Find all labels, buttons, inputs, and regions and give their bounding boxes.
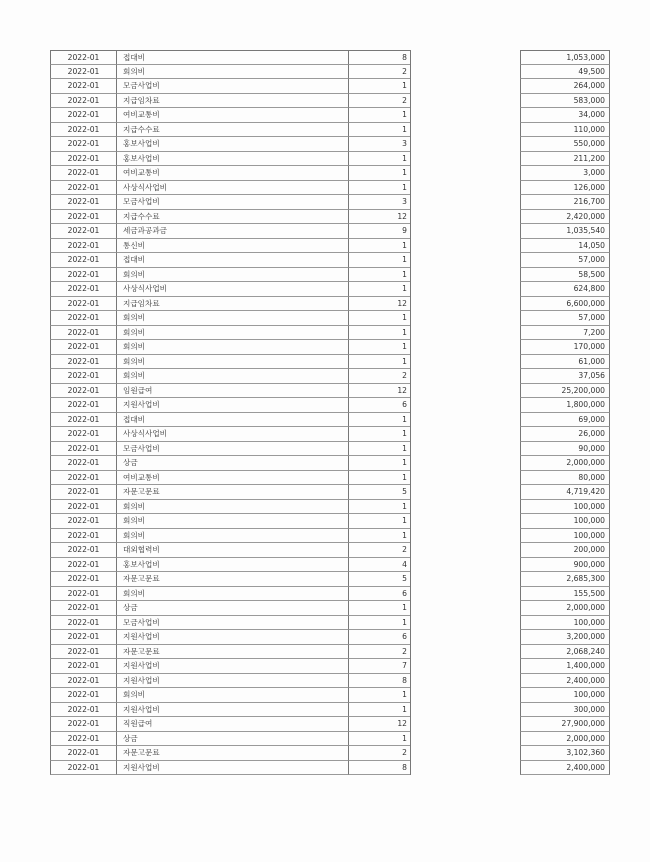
column-divider bbox=[410, 645, 411, 660]
amount-cell: 57,000 bbox=[520, 253, 610, 268]
account-item-cell: 회의비 bbox=[117, 355, 349, 370]
amount-cell: 57,000 bbox=[520, 311, 610, 326]
account-item-cell: 접대비 bbox=[117, 413, 349, 428]
account-item-cell: 모금사업비 bbox=[117, 616, 349, 631]
account-item-cell: 회의비 bbox=[117, 514, 349, 529]
count-cell: 1 bbox=[349, 326, 411, 341]
date-cell: 2022-01 bbox=[50, 50, 117, 65]
date-cell: 2022-01 bbox=[50, 703, 117, 718]
count-cell: 6 bbox=[349, 587, 411, 602]
column-divider bbox=[410, 616, 411, 631]
amount-cell: 58,500 bbox=[520, 268, 610, 283]
amount-cell: 80,000 bbox=[520, 471, 610, 486]
account-item-cell: 지원사업비 bbox=[117, 761, 349, 776]
column-divider bbox=[410, 137, 411, 152]
column-divider bbox=[410, 326, 411, 341]
account-item-cell: 모금사업비 bbox=[117, 79, 349, 94]
date-cell: 2022-01 bbox=[50, 761, 117, 776]
date-cell: 2022-01 bbox=[50, 181, 117, 196]
count-cell: 8 bbox=[349, 761, 411, 776]
date-cell: 2022-01 bbox=[50, 340, 117, 355]
count-cell: 1 bbox=[349, 732, 411, 747]
amount-cell: 2,000,000 bbox=[520, 456, 610, 471]
count-cell: 1 bbox=[349, 471, 411, 486]
column-divider bbox=[410, 384, 411, 399]
date-cell: 2022-01 bbox=[50, 282, 117, 297]
date-cell: 2022-01 bbox=[50, 659, 117, 674]
account-item-cell: 사상식사업비 bbox=[117, 181, 349, 196]
count-cell: 7 bbox=[349, 659, 411, 674]
account-item-cell: 회의비 bbox=[117, 311, 349, 326]
account-item-cell: 자문고문료 bbox=[117, 572, 349, 587]
date-cell: 2022-01 bbox=[50, 587, 117, 602]
amount-cell: 2,400,000 bbox=[520, 674, 610, 689]
amount-cell: 155,500 bbox=[520, 587, 610, 602]
amount-cell: 7,200 bbox=[520, 326, 610, 341]
date-cell: 2022-01 bbox=[50, 326, 117, 341]
column-divider bbox=[410, 311, 411, 326]
amount-cell: 100,000 bbox=[520, 529, 610, 544]
count-cell: 1 bbox=[349, 152, 411, 167]
count-cell: 1 bbox=[349, 427, 411, 442]
amount-cell: 100,000 bbox=[520, 688, 610, 703]
account-item-cell: 모금사업비 bbox=[117, 195, 349, 210]
date-cell: 2022-01 bbox=[50, 645, 117, 660]
date-cell: 2022-01 bbox=[50, 108, 117, 123]
amount-cell: 25,200,000 bbox=[520, 384, 610, 399]
count-cell: 5 bbox=[349, 572, 411, 587]
amount-cell: 2,400,000 bbox=[520, 761, 610, 776]
date-cell: 2022-01 bbox=[50, 732, 117, 747]
column-divider bbox=[410, 500, 411, 515]
column-divider bbox=[410, 268, 411, 283]
count-cell: 1 bbox=[349, 253, 411, 268]
amount-cell: 6,600,000 bbox=[520, 297, 610, 312]
date-cell: 2022-01 bbox=[50, 413, 117, 428]
count-cell: 6 bbox=[349, 398, 411, 413]
count-cell: 1 bbox=[349, 529, 411, 544]
amount-cell: 264,000 bbox=[520, 79, 610, 94]
count-cell: 2 bbox=[349, 543, 411, 558]
column-divider bbox=[410, 601, 411, 616]
column-divider bbox=[410, 108, 411, 123]
column-divider bbox=[410, 181, 411, 196]
account-item-cell: 지원사업비 bbox=[117, 630, 349, 645]
date-cell: 2022-01 bbox=[50, 268, 117, 283]
column-divider bbox=[410, 79, 411, 94]
account-item-cell: 홍보사업비 bbox=[117, 152, 349, 167]
date-cell: 2022-01 bbox=[50, 297, 117, 312]
count-cell: 1 bbox=[349, 123, 411, 138]
count-cell: 1 bbox=[349, 79, 411, 94]
account-item-cell: 상금 bbox=[117, 601, 349, 616]
account-item-cell: 모금사업비 bbox=[117, 442, 349, 457]
account-item-cell: 회의비 bbox=[117, 688, 349, 703]
account-item-cell: 지원사업비 bbox=[117, 659, 349, 674]
count-cell: 8 bbox=[349, 674, 411, 689]
column-divider bbox=[410, 514, 411, 529]
amount-cell: 100,000 bbox=[520, 616, 610, 631]
date-cell: 2022-01 bbox=[50, 253, 117, 268]
amount-cell: 216,700 bbox=[520, 195, 610, 210]
column-divider bbox=[410, 297, 411, 312]
account-item-cell: 지원사업비 bbox=[117, 398, 349, 413]
account-item-cell: 상금 bbox=[117, 732, 349, 747]
count-cell: 4 bbox=[349, 558, 411, 573]
account-item-cell: 접대비 bbox=[117, 50, 349, 65]
account-item-cell: 사상식사업비 bbox=[117, 427, 349, 442]
date-cell: 2022-01 bbox=[50, 311, 117, 326]
count-cell: 1 bbox=[349, 268, 411, 283]
date-cell: 2022-01 bbox=[50, 224, 117, 239]
amount-cell: 3,102,360 bbox=[520, 746, 610, 761]
count-cell: 1 bbox=[349, 340, 411, 355]
account-item-cell: 홍보사업비 bbox=[117, 558, 349, 573]
amount-cell: 2,000,000 bbox=[520, 601, 610, 616]
account-item-cell: 대외협력비 bbox=[117, 543, 349, 558]
column-divider bbox=[410, 253, 411, 268]
count-cell: 1 bbox=[349, 413, 411, 428]
date-cell: 2022-01 bbox=[50, 514, 117, 529]
column-divider bbox=[410, 355, 411, 370]
column-divider bbox=[410, 471, 411, 486]
column-divider bbox=[410, 282, 411, 297]
column-divider bbox=[410, 674, 411, 689]
column-divider bbox=[410, 210, 411, 225]
date-cell: 2022-01 bbox=[50, 543, 117, 558]
column-divider bbox=[410, 224, 411, 239]
column-divider bbox=[410, 442, 411, 457]
column-divider bbox=[410, 152, 411, 167]
date-cell: 2022-01 bbox=[50, 427, 117, 442]
date-cell: 2022-01 bbox=[50, 688, 117, 703]
account-item-cell: 사상식사업비 bbox=[117, 282, 349, 297]
amount-cell: 1,800,000 bbox=[520, 398, 610, 413]
account-item-cell: 회의비 bbox=[117, 65, 349, 80]
count-cell: 1 bbox=[349, 601, 411, 616]
column-divider bbox=[410, 543, 411, 558]
count-cell: 3 bbox=[349, 195, 411, 210]
amount-cell: 1,035,540 bbox=[520, 224, 610, 239]
column-divider bbox=[410, 572, 411, 587]
amount-cell: 4,719,420 bbox=[520, 485, 610, 500]
column-divider bbox=[410, 123, 411, 138]
count-cell: 2 bbox=[349, 369, 411, 384]
account-item-cell: 회의비 bbox=[117, 369, 349, 384]
amount-cell: 583,000 bbox=[520, 94, 610, 109]
column-divider bbox=[410, 630, 411, 645]
date-cell: 2022-01 bbox=[50, 601, 117, 616]
count-cell: 1 bbox=[349, 500, 411, 515]
column-divider bbox=[410, 413, 411, 428]
count-cell: 8 bbox=[349, 50, 411, 65]
column-divider bbox=[410, 65, 411, 80]
date-cell: 2022-01 bbox=[50, 471, 117, 486]
amount-cell: 69,000 bbox=[520, 413, 610, 428]
amount-cell: 61,000 bbox=[520, 355, 610, 370]
amount-cell: 26,000 bbox=[520, 427, 610, 442]
count-cell: 2 bbox=[349, 65, 411, 80]
date-cell: 2022-01 bbox=[50, 572, 117, 587]
account-item-cell: 지급임차료 bbox=[117, 297, 349, 312]
count-cell: 1 bbox=[349, 688, 411, 703]
amount-cell: 2,000,000 bbox=[520, 732, 610, 747]
amount-cell: 1,400,000 bbox=[520, 659, 610, 674]
account-item-cell: 지원사업비 bbox=[117, 674, 349, 689]
date-cell: 2022-01 bbox=[50, 123, 117, 138]
account-item-cell: 회의비 bbox=[117, 268, 349, 283]
amount-cell: 3,200,000 bbox=[520, 630, 610, 645]
column-divider bbox=[410, 94, 411, 109]
count-cell: 1 bbox=[349, 355, 411, 370]
amount-cell: 1,053,000 bbox=[520, 50, 610, 65]
count-cell: 12 bbox=[349, 717, 411, 732]
date-cell: 2022-01 bbox=[50, 137, 117, 152]
date-cell: 2022-01 bbox=[50, 746, 117, 761]
account-item-cell: 회의비 bbox=[117, 326, 349, 341]
amount-cell: 200,000 bbox=[520, 543, 610, 558]
account-item-cell: 여비교통비 bbox=[117, 166, 349, 181]
column-divider bbox=[410, 50, 411, 65]
date-cell: 2022-01 bbox=[50, 500, 117, 515]
count-cell: 1 bbox=[349, 239, 411, 254]
count-cell: 1 bbox=[349, 311, 411, 326]
column-divider bbox=[410, 166, 411, 181]
count-cell: 1 bbox=[349, 442, 411, 457]
count-cell: 9 bbox=[349, 224, 411, 239]
column-divider bbox=[410, 195, 411, 210]
count-cell: 1 bbox=[349, 166, 411, 181]
date-cell: 2022-01 bbox=[50, 485, 117, 500]
date-cell: 2022-01 bbox=[50, 616, 117, 631]
amount-cell: 49,500 bbox=[520, 65, 610, 80]
date-cell: 2022-01 bbox=[50, 442, 117, 457]
account-item-cell: 지급임차료 bbox=[117, 94, 349, 109]
date-cell: 2022-01 bbox=[50, 529, 117, 544]
date-cell: 2022-01 bbox=[50, 239, 117, 254]
date-cell: 2022-01 bbox=[50, 630, 117, 645]
amount-cell: 2,420,000 bbox=[520, 210, 610, 225]
amount-cell: 624,800 bbox=[520, 282, 610, 297]
date-cell: 2022-01 bbox=[50, 558, 117, 573]
amount-cell: 170,000 bbox=[520, 340, 610, 355]
amount-cell: 27,900,000 bbox=[520, 717, 610, 732]
account-item-cell: 지급수수료 bbox=[117, 123, 349, 138]
amount-cell: 3,000 bbox=[520, 166, 610, 181]
column-divider bbox=[410, 732, 411, 747]
count-cell: 12 bbox=[349, 210, 411, 225]
account-item-cell: 접대비 bbox=[117, 253, 349, 268]
count-cell: 2 bbox=[349, 746, 411, 761]
amount-cell: 14,050 bbox=[520, 239, 610, 254]
date-cell: 2022-01 bbox=[50, 674, 117, 689]
account-item-cell: 자문고문료 bbox=[117, 645, 349, 660]
column-divider bbox=[410, 485, 411, 500]
column-divider bbox=[410, 369, 411, 384]
count-cell: 12 bbox=[349, 297, 411, 312]
count-cell: 1 bbox=[349, 616, 411, 631]
account-item-cell: 지원사업비 bbox=[117, 703, 349, 718]
amount-cell: 550,000 bbox=[520, 137, 610, 152]
column-divider bbox=[410, 239, 411, 254]
count-cell: 1 bbox=[349, 108, 411, 123]
amount-cell: 2,068,240 bbox=[520, 645, 610, 660]
amount-cell: 126,000 bbox=[520, 181, 610, 196]
column-divider bbox=[410, 587, 411, 602]
account-item-cell: 자문고문료 bbox=[117, 485, 349, 500]
column-divider bbox=[410, 340, 411, 355]
count-cell: 3 bbox=[349, 137, 411, 152]
account-item-cell: 회의비 bbox=[117, 587, 349, 602]
date-cell: 2022-01 bbox=[50, 166, 117, 181]
date-cell: 2022-01 bbox=[50, 456, 117, 471]
amount-cell: 110,000 bbox=[520, 123, 610, 138]
date-cell: 2022-01 bbox=[50, 65, 117, 80]
column-divider bbox=[410, 456, 411, 471]
date-cell: 2022-01 bbox=[50, 79, 117, 94]
account-item-cell: 지급수수료 bbox=[117, 210, 349, 225]
column-divider bbox=[410, 703, 411, 718]
amount-cell: 211,200 bbox=[520, 152, 610, 167]
column-divider bbox=[410, 746, 411, 761]
account-item-cell: 자문고문료 bbox=[117, 746, 349, 761]
amount-cell: 100,000 bbox=[520, 500, 610, 515]
amount-cell: 34,000 bbox=[520, 108, 610, 123]
amount-cell: 900,000 bbox=[520, 558, 610, 573]
date-cell: 2022-01 bbox=[50, 384, 117, 399]
account-item-cell: 직원급여 bbox=[117, 717, 349, 732]
account-item-cell: 홍보사업비 bbox=[117, 137, 349, 152]
count-cell: 1 bbox=[349, 514, 411, 529]
count-cell: 6 bbox=[349, 630, 411, 645]
count-cell: 12 bbox=[349, 384, 411, 399]
count-cell: 1 bbox=[349, 703, 411, 718]
count-cell: 5 bbox=[349, 485, 411, 500]
date-cell: 2022-01 bbox=[50, 94, 117, 109]
account-item-cell: 임원급여 bbox=[117, 384, 349, 399]
amount-cell: 2,685,300 bbox=[520, 572, 610, 587]
amount-cell: 300,000 bbox=[520, 703, 610, 718]
date-cell: 2022-01 bbox=[50, 398, 117, 413]
account-item-cell: 여비교통비 bbox=[117, 108, 349, 123]
date-cell: 2022-01 bbox=[50, 717, 117, 732]
date-cell: 2022-01 bbox=[50, 369, 117, 384]
count-cell: 1 bbox=[349, 181, 411, 196]
column-divider bbox=[410, 761, 411, 776]
account-item-cell: 회의비 bbox=[117, 500, 349, 515]
amount-cell: 100,000 bbox=[520, 514, 610, 529]
count-cell: 1 bbox=[349, 282, 411, 297]
account-item-cell: 통신비 bbox=[117, 239, 349, 254]
account-item-cell: 회의비 bbox=[117, 529, 349, 544]
column-divider bbox=[410, 717, 411, 732]
column-divider bbox=[410, 398, 411, 413]
column-divider bbox=[410, 558, 411, 573]
column-divider bbox=[410, 688, 411, 703]
date-cell: 2022-01 bbox=[50, 152, 117, 167]
amount-cell: 37,056 bbox=[520, 369, 610, 384]
account-item-cell: 세금과공과금 bbox=[117, 224, 349, 239]
date-cell: 2022-01 bbox=[50, 210, 117, 225]
column-divider bbox=[410, 659, 411, 674]
count-cell: 1 bbox=[349, 456, 411, 471]
amount-cell: 90,000 bbox=[520, 442, 610, 457]
count-cell: 2 bbox=[349, 94, 411, 109]
date-cell: 2022-01 bbox=[50, 355, 117, 370]
account-item-cell: 회의비 bbox=[117, 340, 349, 355]
date-cell: 2022-01 bbox=[50, 195, 117, 210]
account-item-cell: 여비교통비 bbox=[117, 471, 349, 486]
column-divider bbox=[410, 529, 411, 544]
account-item-cell: 상금 bbox=[117, 456, 349, 471]
count-cell: 2 bbox=[349, 645, 411, 660]
column-divider bbox=[410, 427, 411, 442]
